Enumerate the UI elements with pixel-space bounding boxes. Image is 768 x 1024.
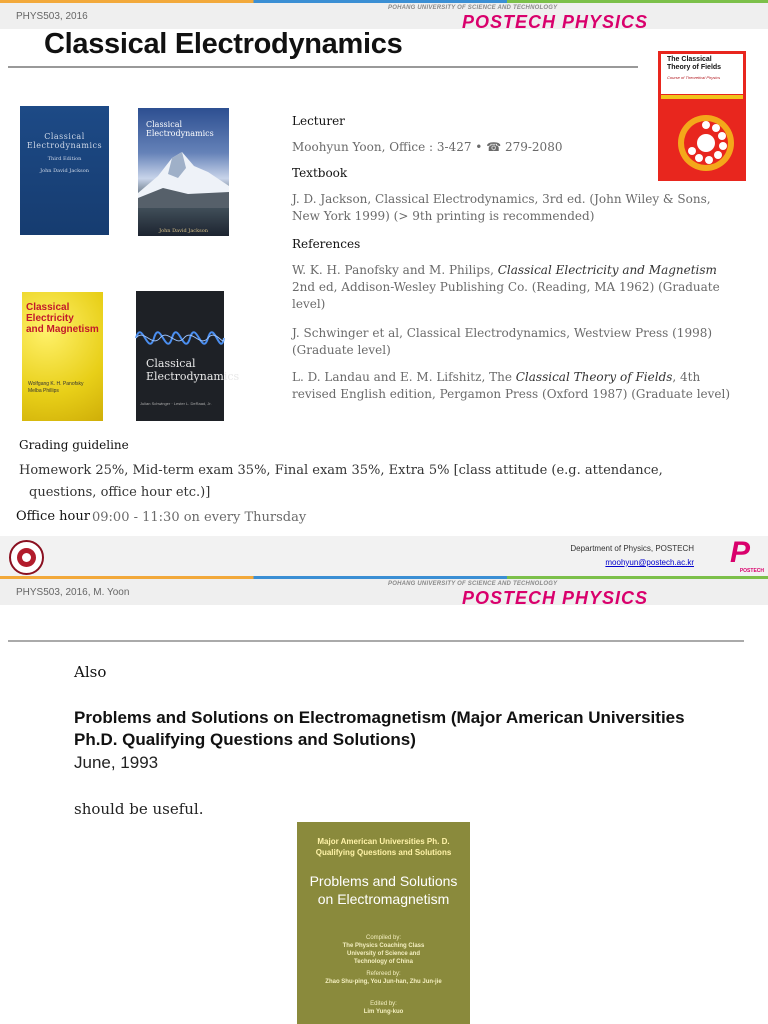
cover-title-line1: Problems and Solutions [309,873,458,889]
also-label: Also [74,663,107,681]
course-label: PHYS503, 2016 [16,11,88,22]
mountain-image [138,148,229,208]
grading-heading: Grading guideline [19,438,129,452]
textbook-info: J. D. Jackson, Classical Electrodynamics, 3rd ed. (John Wiley & Sons, New York 1999) (> 9th printing is recommended) [292,192,711,223]
cover-authors: Julian Schwinger · Lester L. DeRaad, Jr. [140,401,212,406]
cover-compiled-1: The Physics Coaching Class [342,943,425,949]
ref-book-title: Classical Theory of Fields [515,370,673,384]
grading-text [19,460,699,504]
ref-text: L. D. Landau and E. M. Lifshitz, The [292,370,516,384]
landau-book-cover [658,51,746,181]
grading-line-1: Homework 25%, Mid-term exam 35%, Final exam 35%, Extra 5% [class attitude (e.g. attendance, [19,463,663,478]
jackson-mountain-book-cover [138,108,229,236]
cover-compiled-3: Technology of China [354,959,413,965]
reference-landau [292,369,740,403]
title-divider [8,66,638,68]
cover-edited: Lim Yung-kuo [363,1009,404,1015]
cover-edited-label: Edited by: [370,1001,397,1007]
panofsky-book-cover [22,292,103,421]
postech-logo-icon [728,536,766,574]
logo-letter: P [730,536,751,569]
reference-panofsky [292,262,740,313]
cover-author: John David Jackson [40,168,89,174]
recommendation-note: should be useful. [74,800,204,818]
cover-author-1: Wolfgang K. H. Panofsky [28,381,84,387]
cover-author-2: Melba Phillips [28,388,59,394]
lecturer-info: Moohyun Yoon, Office : 3-427 • ☎ 279-2080 [292,140,563,154]
cover-title-line2: Electrodynamics [146,129,214,138]
postech-physics-logo: POSTECH PHYSICS [462,588,649,608]
cover-author: John David Jackson [159,228,208,234]
cover-title-line2: on Electromagnetism [317,891,450,907]
lecturer-heading: Lecturer [292,114,345,128]
email-link[interactable]: moohyun@postech.ac.kr [605,558,694,567]
cover-title-line1: Classical [44,132,85,141]
references-heading: References [292,237,361,251]
cover-edition: Third Edition [47,156,82,162]
textbook-heading: Textbook [292,166,348,180]
cover-compiled-2: University of Science and [346,951,421,957]
cover-series-line1: Major American Universities Ph. D. [317,837,450,846]
university-name: POHANG UNIVERSITY OF SCIENCE AND TECHNOLOGY [388,5,558,11]
jackson-book-cover [20,106,109,235]
cover-title-line1: Classical [146,120,183,129]
cover-compiled-label: Compiled by: [365,935,401,941]
cover-title-line1: Classical [26,302,70,313]
cover-series-line2: Qualifying Questions and Solutions [315,848,452,857]
recommended-book-title: Problems and Solutions on Electromagnetism (Major American Universities Ph.D. Qualifying Questions and Solutions) [74,708,685,749]
cover-title-line3: and Magnetism [26,324,99,335]
cover-title-line1: Classical [146,357,196,370]
slide-title: Classical Electrodynamics [44,28,403,60]
office-hour-text: 09:00 - 11:30 on every Thursday [92,510,307,525]
cover-title-line1: The Classical [667,56,712,63]
university-seal-icon [9,540,44,575]
ref-text: W. K. H. Panofsky and M. Philips, [292,263,498,277]
cover-series: Course of Theoretical Physics [667,75,721,80]
slide-2 [0,576,768,1024]
slide-divider [8,640,744,642]
cover-title-line2: Electrodynamics [146,370,240,383]
postech-physics-logo: POSTECH PHYSICS [462,12,649,32]
wave-image [136,313,224,363]
recommended-book-date: June, 1993 [74,753,159,772]
cover-stripe [661,95,743,99]
grading-line-2: questions, office hour etc.)] [29,485,211,500]
logo-word: POSTECH [739,568,764,574]
ref-text: , 4th revised English edition, Pergamon Press (Oxford 1987) (Graduate level) [292,370,731,401]
cover-refereed-label: Refereed by: [366,971,401,977]
office-hour-heading: Office hour [16,509,90,524]
cover-title-line2: Electricity [26,313,74,324]
header-band [0,3,768,32]
reference-schwinger: J. Schwinger et al, Classical Electrodynamics, Westview Press (1998) (Graduate level) [292,326,713,357]
slide-footer [0,536,768,576]
schwinger-book-cover [136,291,240,421]
problems-book-cover [297,822,470,1024]
header-band [0,579,768,608]
university-name: POHANG UNIVERSITY OF SCIENCE AND TECHNOLOGY [388,581,558,587]
course-label: PHYS503, 2016, M. Yoon [16,587,130,598]
department-name: Department of Physics, POSTECH [570,544,694,553]
cover-refereed: Zhao Shu-ping, You Jun-han, Zhu Jun-jie [325,979,442,985]
ref-book-title: Classical Electricity and Magnetism [497,263,717,277]
cover-title-line2: Electrodynamics [26,141,103,150]
cover-title-line2: Theory of Fields [667,64,722,71]
ref-text: 2nd ed, Addison-Wesley Publishing Co. (Reading, MA 1962) (Graduate level) [292,280,720,311]
